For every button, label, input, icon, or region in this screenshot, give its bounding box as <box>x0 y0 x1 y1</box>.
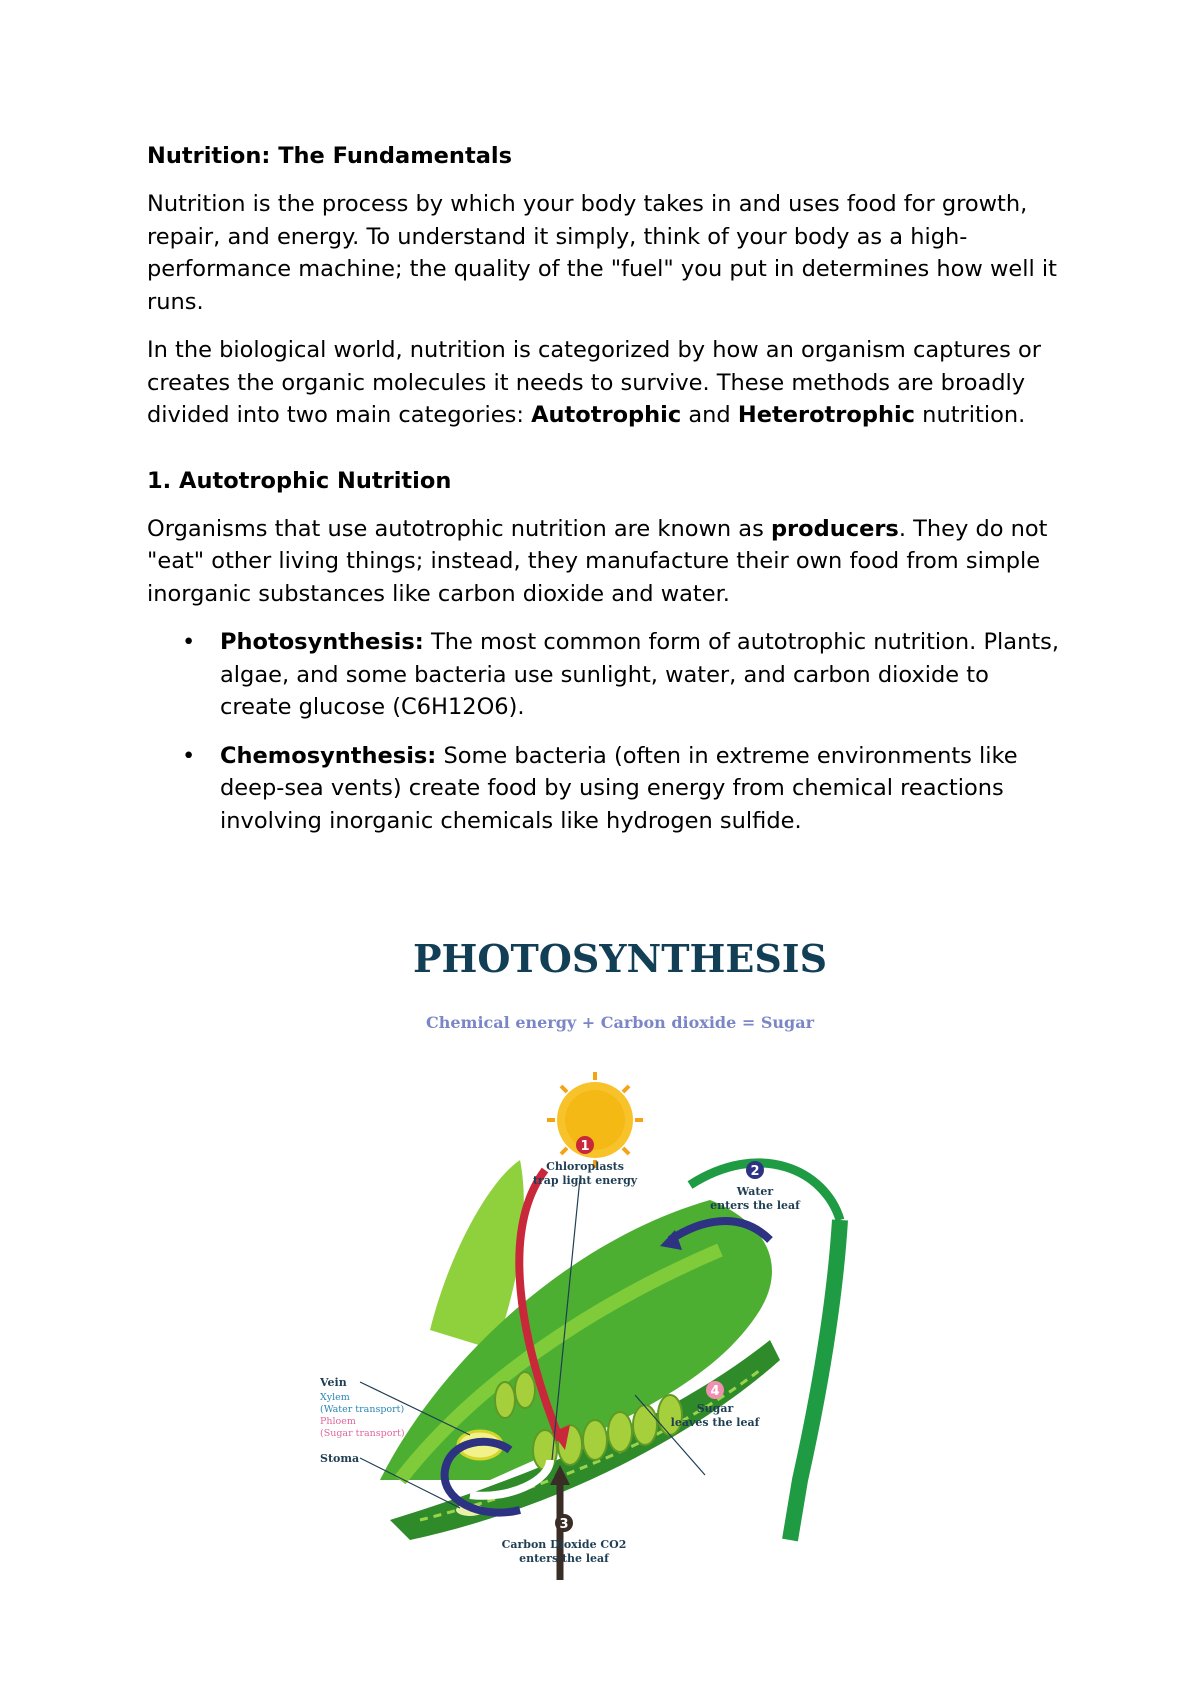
term-chemosynthesis: Chemosynthesis: <box>220 742 437 769</box>
paragraph-text: In the biological world, nutrition is categorized by how an organism captures or creates the organic molecules it needs to survive. These methods are broadly divided into two main categories: <box>147 337 1042 428</box>
photosynthesis-illustration <box>320 920 920 1580</box>
step-3-marker <box>502 1514 627 1565</box>
svg-text:3: 3 <box>559 1517 569 1532</box>
term-autotrophic: Autotrophic <box>531 402 682 428</box>
phloem-label: Phloem <box>320 1416 356 1427</box>
bullet-icon: • <box>182 629 196 655</box>
phloem-note: (Sugar transport) <box>320 1428 405 1439</box>
list-item-text: The most common form of autotrophic nutrition. Plants, algae, and some bacteria use sunlight, water, and carbon dioxide to create glucose (C6H12O6). <box>220 629 1060 720</box>
section-heading-autotrophic: 1. Autotrophic Nutrition <box>147 467 452 494</box>
list-item <box>147 626 1067 724</box>
stem-shape <box>790 1220 840 1540</box>
step-1-sublabel: trap light energy <box>532 1174 638 1187</box>
document-body <box>147 140 1067 853</box>
term-photosynthesis: Photosynthesis: <box>220 629 424 655</box>
xylem-note: (Water transport) <box>320 1404 405 1415</box>
step-3-label: Carbon Dioxide CO2 <box>501 1538 627 1551</box>
figure-title: PHOTOSYNTHESIS <box>412 936 828 981</box>
figure-subtitle: Chemical energy + Carbon dioxide = Sugar <box>426 1013 814 1032</box>
paragraph-categories <box>147 334 1067 432</box>
paragraph-text: and <box>681 402 738 428</box>
step-4-label: Sugar <box>696 1402 734 1415</box>
step-3-sublabel: enters the leaf <box>519 1552 609 1565</box>
paragraph-text: Organisms that use autotrophic nutrition are known as <box>147 515 771 542</box>
vein-labels <box>320 1376 405 1465</box>
paragraph-text: nutrition. <box>915 402 1026 428</box>
step-2-label: Water <box>736 1185 774 1198</box>
term-heterotrophic: Heterotrophic <box>737 402 916 428</box>
list-item-text: Some bacteria (often in extreme environments like deep-sea vents) create food by using energy from chemical reactions involving inorganic chemicals like hydrogen sulfide. <box>220 742 1018 834</box>
svg-text:1: 1 <box>580 1139 590 1154</box>
step-1-label: Chloroplasts <box>546 1160 624 1173</box>
vein-label: Vein <box>320 1376 347 1389</box>
step-4-sublabel: leaves the leaf <box>670 1416 760 1429</box>
paragraph-intro: Nutrition is the process by which your body takes in and uses food for growth, repair, and energy. To understand it simply, think of your body as a high-performance machine; the quality of the "fuel" you put in determines how well it runs. <box>147 191 1057 315</box>
svg-text:2: 2 <box>750 1164 760 1179</box>
svg-text:4: 4 <box>710 1384 720 1399</box>
photosynthesis-diagram <box>320 920 920 1580</box>
xylem-label: Xylem <box>320 1392 350 1403</box>
bullet-icon: • <box>182 742 196 769</box>
sun-icon <box>547 1072 643 1168</box>
bullet-list <box>147 626 1067 837</box>
page-title: Nutrition: The Fundamentals <box>147 143 512 169</box>
paragraph-producers <box>147 513 1067 611</box>
stoma-label: Stoma <box>320 1452 360 1465</box>
list-item <box>147 740 1067 838</box>
paragraph-text: . They do not "eat" other living things; instead, they manufacture their own food from simple inorganic substances like carbon dioxide and water. <box>147 515 1048 607</box>
term-producers: producers <box>770 515 899 542</box>
step-2-sublabel: enters the leaf <box>710 1199 800 1212</box>
